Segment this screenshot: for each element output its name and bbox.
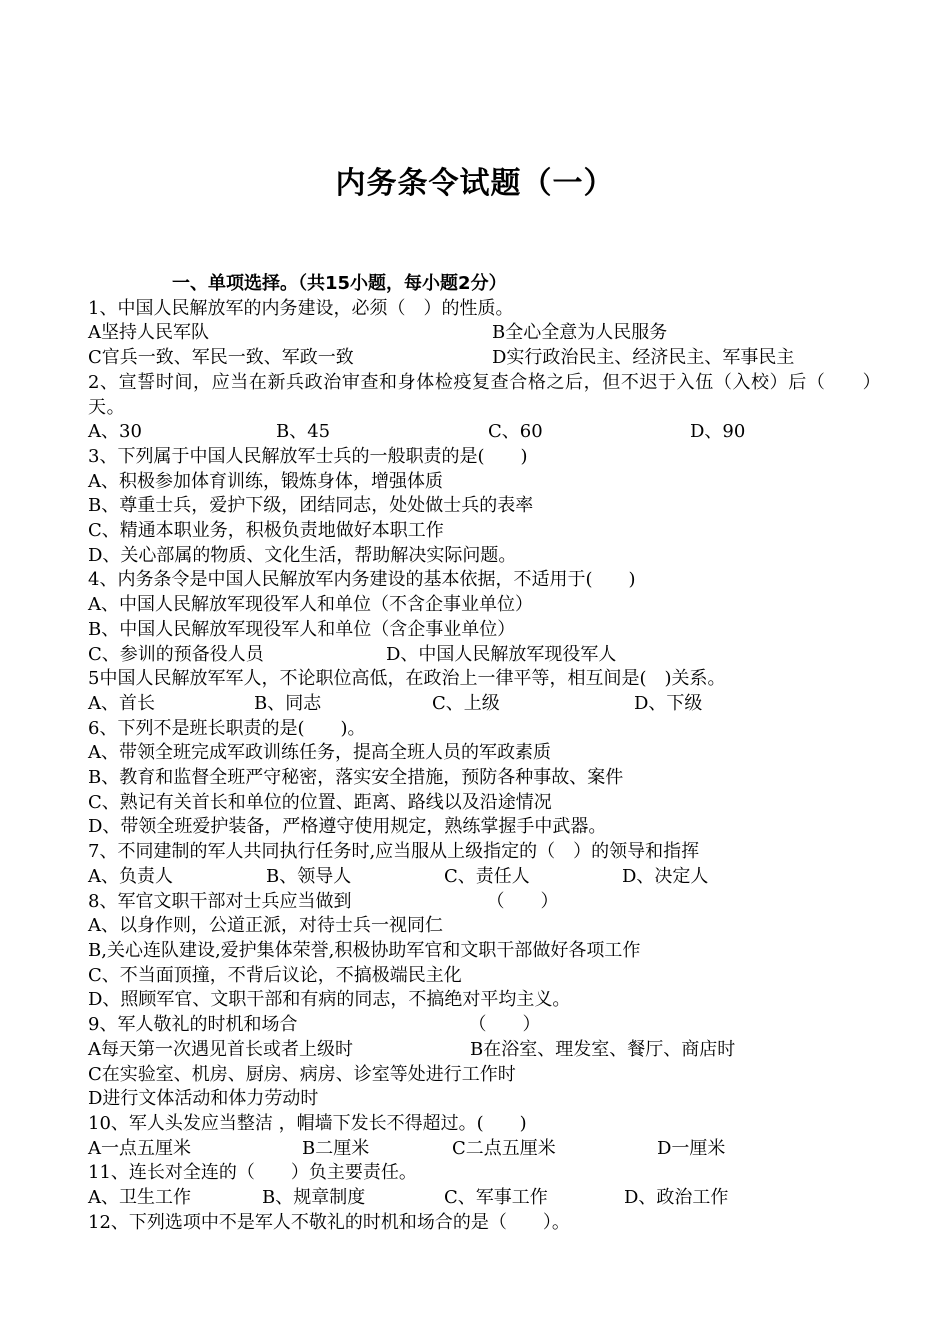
answer-options-row	[88, 1137, 878, 1162]
answer-option: A、首长	[88, 692, 155, 714]
answer-options-row	[88, 321, 878, 346]
answer-option: D、下级	[634, 692, 703, 714]
answer-option: A、以身作则，公道正派，对待士兵一视同仁	[88, 915, 443, 937]
answer-option: A、带领全班完成军政训练任务，提高全班人员的军政素质	[88, 742, 551, 764]
answer-option: C、责任人	[444, 865, 530, 887]
answer-option: A每天第一次遇见首长或者上级时	[88, 1038, 353, 1060]
question-stem: 10、军人头发应当整洁 ，帽墙下发长不得超过。( )	[88, 1112, 527, 1134]
answer-option: D、政治工作	[624, 1187, 729, 1209]
answer-option: C、不当面顶撞，不背后议论，不搞极端民主化	[88, 964, 462, 986]
answer-option: C、上级	[432, 692, 500, 714]
question-list	[88, 272, 878, 1235]
question-stem: 4、内务条令是中国人民解放军内务建设的基本依据，不适用于( )	[88, 569, 636, 591]
answer-option: B、领导人	[266, 865, 352, 887]
answer-option: A、30	[88, 421, 142, 443]
answer-option: D实行政治民主、经济民主、军事民主	[492, 347, 795, 369]
answer-option: C、军事工作	[444, 1187, 548, 1209]
answer-option: A、卫生工作	[88, 1187, 191, 1209]
answer-option: A、负责人	[88, 865, 173, 887]
answer-option: C、参训的预备役人员	[88, 643, 264, 665]
question-stem: 6、下列不是班长职责的是( )。	[88, 717, 366, 739]
section-heading: 一、单项选择。（共15小题，每小题2分）	[172, 273, 507, 294]
answer-option: B、中国人民解放军现役军人和单位（含企事业单位）	[88, 618, 516, 640]
answer-option: C、60	[488, 421, 543, 443]
answer-option: D、带领全班爱护装备，严格遵守使用规定，熟练掌握手中武器。	[88, 816, 607, 838]
answer-option: B、尊重士兵，爱护下级，团结同志，处处做士兵的表率	[88, 495, 534, 517]
question-stem: 3、下列属于中国人民解放军士兵的一般职责的是( )	[88, 445, 528, 467]
answer-option: C在实验室、机房、厨房、病房、诊室等处进行工作时	[88, 1063, 516, 1085]
question-stem: 12、下列选项中不是军人不敬礼的时机和场合的是（ ）。	[88, 1211, 570, 1233]
answer-option: C、精通本职业务，积极负责地做好本职工作	[88, 520, 444, 542]
answer-options-row	[88, 1186, 878, 1211]
answer-option: C二点五厘米	[452, 1137, 556, 1159]
answer-option: C官兵一致、军民一致、军政一致	[88, 347, 354, 369]
answer-option: B、教育和监督全班严守秘密，落实安全措施，预防各种事故、案件	[88, 767, 624, 789]
question-stem: 11、连长对全连的（ ）负主要责任。	[88, 1162, 417, 1184]
question-stem: 2、宣誓时间，应当在新兵政治审查和身体检疫复查合格之后，但不迟于入伍（入校）后（ ）天。	[88, 371, 873, 418]
answer-option: D、照顾军官、文职干部和有病的同志，不搞绝对平均主义。	[88, 989, 571, 1011]
answer-options-row	[88, 1038, 878, 1063]
answer-option: B在浴室、理发室、餐厅、商店时	[470, 1038, 736, 1060]
answer-option: D、决定人	[622, 865, 709, 887]
answer-option: B二厘米	[302, 1137, 370, 1159]
answer-option: D一厘米	[657, 1137, 726, 1159]
answer-option: A一点五厘米	[88, 1137, 191, 1159]
question-stem: 1、中国人民解放军的内务建设，必须（ ）的性质。	[88, 297, 514, 319]
answer-option: D、关心部属的物质、文化生活，帮助解决实际问题。	[88, 544, 517, 566]
answer-option: B、规章制度	[262, 1187, 366, 1209]
answer-options-row	[88, 865, 878, 890]
answer-option: A坚持人民军队	[88, 322, 209, 344]
question-stem: 5中国人民解放军军人，不论职位高低，在政治上一律平等，相互间是( )关系。	[88, 668, 726, 690]
answer-option: C、熟记有关首长和单位的位置、距离、路线以及沿途情况	[88, 791, 552, 813]
answer-options-row	[88, 420, 878, 445]
answer-options-row	[88, 692, 878, 717]
answer-option: A、中国人民解放军现役军人和单位（不含企事业单位）	[88, 594, 533, 616]
answer-options-row	[88, 346, 878, 371]
answer-options-row	[88, 643, 878, 668]
answer-option: B全心全意为人民服务	[492, 322, 668, 344]
answer-option: D进行文体活动和体力劳动时	[88, 1088, 319, 1110]
question-stem: 9、军人敬礼的时机和场合 （ ）	[88, 1014, 541, 1036]
question-stem: 7、不同建制的军人共同执行任务时,应当服从上级指定的（ ）的领导和指挥	[88, 841, 700, 863]
answer-option: B,关心连队建设,爱护集体荣誉,积极协助军官和文职干部做好各项工作	[88, 939, 641, 961]
question-stem: 8、军官文职干部对士兵应当做到 （ ）	[88, 890, 559, 912]
answer-option: D、90	[690, 421, 746, 443]
answer-option: A、积极参加体育训练，锻炼身体，增强体质	[88, 470, 443, 492]
answer-option: B、45	[276, 421, 331, 443]
page-title: 内务条令试题（一）	[335, 166, 615, 201]
answer-option: D、中国人民解放军现役军人	[386, 643, 617, 665]
answer-option: B、同志	[254, 692, 322, 714]
